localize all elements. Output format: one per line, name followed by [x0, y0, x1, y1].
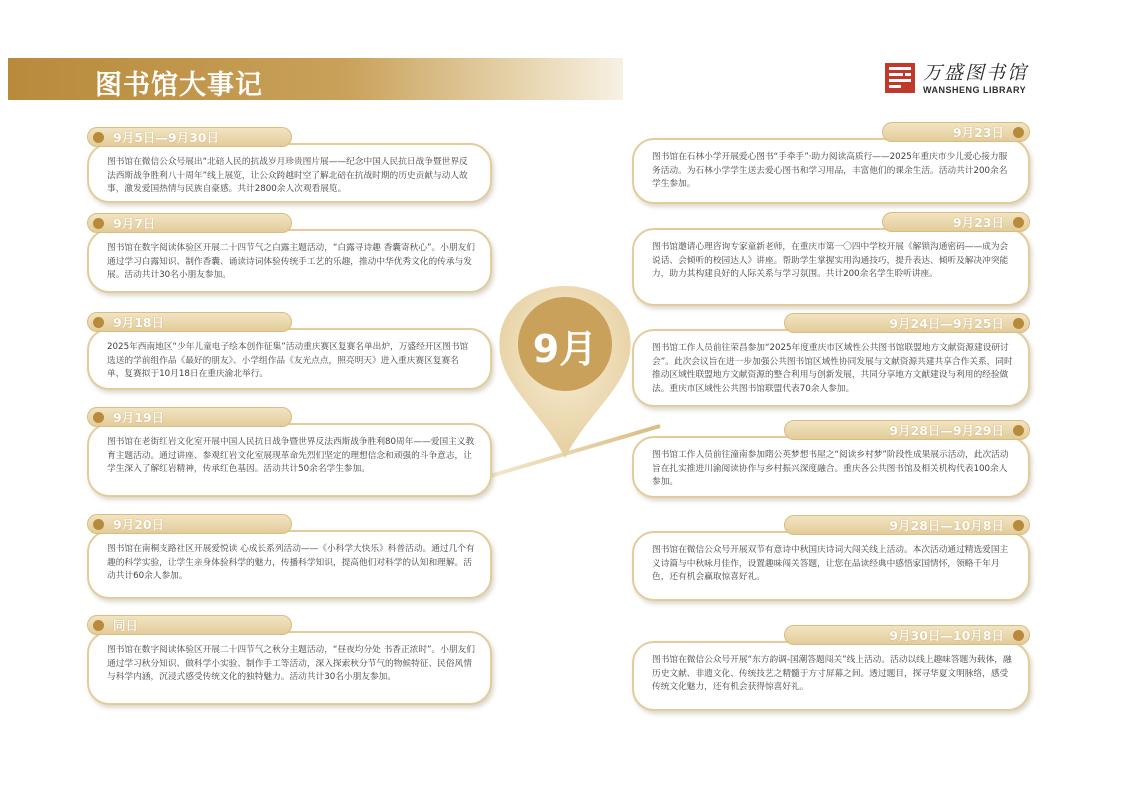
event-date: 9月30日—10月8日 [889, 628, 1004, 643]
event-card [632, 515, 1030, 601]
event-date: 9月20日 [113, 517, 165, 532]
event-date: 9月18日 [113, 315, 165, 330]
event-date-pill [784, 313, 1030, 333]
event-description: 图书馆工作人员前往潼南参加隋公英梦想书屋之“阅读乡村梦”阶段性成果展示活动，此次活动旨在扎实推进川渝阅读协作与乡村振兴深度融合。重庆各公共图书馆及相关机构代表100余人参加。 [652, 450, 1009, 488]
event-date: 9月5日—9月30日 [113, 130, 219, 145]
event-card [87, 514, 492, 599]
event-description: 图书馆在石林小学开展爱心图书“手牵手”·助力阅读高质行——2025年重庆市少儿爱心接力服务活动。为石林小学学生送去爱心图书和学习用品，丰富他们的课余生活。活动共计200余名学生参加。 [652, 152, 1008, 190]
event-card [87, 615, 492, 705]
event-date: 同日 [113, 618, 139, 633]
event-date-pill [87, 407, 292, 427]
event-card [632, 420, 1030, 498]
event-description: 图书馆在数字阅读体验区开展二十四节气之白露主题活动，“白露寻诗趣 香囊寄秋心”。小朋友们通过学习白露知识、制作香囊、诵读诗词体验传统手工艺的乐趣，推动中华优秀文化的传承与发展。活动共计30名小朋友参加。 [107, 243, 475, 281]
month-label: 9月 [532, 327, 598, 371]
timeline-dot [93, 132, 104, 143]
timeline-dot [93, 412, 104, 423]
event-date: 9月23日 [952, 125, 1004, 140]
event-date-pill [882, 212, 1030, 232]
event-card [632, 212, 1030, 306]
event-description: 图书馆在老街红岩文化室开展中国人民抗日战争暨世界反法西斯战争胜利80周年——爱国主义教育主题活动。通过讲座、参观红岩文化室展现革命先烈们坚定的理想信念和顽强的斗争意志，让学生深入了解红岩精神，传承红色基因。活动共计50余名学生参加。 [107, 437, 475, 475]
event-card [87, 213, 492, 293]
timeline-dot [1013, 127, 1024, 138]
timeline-dot [93, 620, 104, 631]
event-date: 9月24日—9月25日 [889, 316, 1004, 331]
event-description: 图书馆邀请心理咨询专家童新老师，在重庆市第一〇四中学校开展《解锁沟通密码——成为会说话、会倾听的校园达人》讲座。帮助学生掌握实用沟通技巧，提升表达、倾听及解决冲突能力，助力其构建良好的人际关系与学习氛围。共计200余名学生聆听讲座。 [652, 242, 1009, 280]
event-card [87, 407, 492, 497]
event-description: 图书馆在微信公众号开展“东方韵调-国潮答题闯关”线上活动。活动以线上趣味答题为载体，融历史文献、非遗文化、传统技艺之精髓于方寸屏幕之间。透过题目，探寻华夏文明脉络，感受传统文化魅力，还有机会获得惊喜好礼。 [652, 655, 1012, 693]
event-date-pill [882, 122, 1030, 142]
timeline-dot [1013, 630, 1024, 641]
event-date-pill [784, 515, 1030, 535]
event-date: 9月28日—10月8日 [889, 518, 1004, 533]
timeline-dot [93, 218, 104, 229]
event-date: 9月28日—9月29日 [889, 423, 1004, 438]
event-date-pill [784, 625, 1030, 645]
timeline-dot [1013, 318, 1024, 329]
event-date: 9月23日 [952, 215, 1004, 230]
event-card [632, 313, 1030, 407]
timeline-dot [93, 317, 104, 328]
event-description: 图书馆在微信公众号展出“北碚人民的抗战岁月珍贵图片展——纪念中国人民抗日战争暨世界反法西斯战争胜利八十周年”线上展览，让公众跨越时空了解北碚在抗战时期的历史贡献与动人故事，激发爱国热情与民族自豪感。共计2800余人次观看展览。 [107, 157, 468, 195]
timeline-dot [1013, 217, 1024, 228]
event-card [632, 122, 1030, 204]
timeline-dot [1013, 425, 1024, 436]
event-date: 9月19日 [113, 410, 165, 425]
event-date-pill [87, 514, 292, 534]
event-date: 9月7日 [113, 216, 156, 231]
event-card [87, 312, 492, 390]
event-description: 图书馆在南桐支路社区开展爱悦读 心成长系列活动——《小科学大快乐》科普活动。通过几个有趣的科学实验，让学生亲身体验科学的魅力，传播科学知识，提高他们对科学的认知和理解。活动共计60余人参加。 [107, 544, 475, 582]
event-description: 图书馆在微信公众号开展双节有意诗中秋国庆诗词大闯关线上活动。本次活动通过精选爱国主义诗篇与中秋咏月佳作，设置趣味闯关答题，让您在品读经典中感悟家国情怀，领略千年月色，还有机会赢取惊喜好礼。 [652, 545, 1009, 583]
event-card [87, 127, 492, 203]
timeline-dot [93, 519, 104, 530]
event-description: 图书馆在数字阅读体验区开展二十四节气之秋分主题活动，“昼夜均分处 书香正浓时”。小朋友们通过学习秋分知识、做科学小实验、制作手工等活动，深入探索秋分节气的物候特征、民俗风情与科学内涵，沉浸式感受传统文化的独特魅力。活动共计30名小朋友参加。 [107, 645, 475, 683]
event-date-pill [87, 213, 292, 233]
event-date-pill [784, 420, 1030, 440]
event-date-pill [87, 615, 292, 635]
event-description: 图书馆工作人员前往荣昌参加“2025年度重庆市区域性公共图书馆联盟地方文献资源建设研讨会”。此次会议旨在进一步加强公共图书馆区域性协同发展与文献资源共建共享合作关系，同时推动区域性联盟地方文献资源的整合利用与创新发展，共同分享地方文献建设与利用的经验做法。重庆市区域性公共图书馆联盟代表70余人参加。 [652, 343, 1013, 394]
event-card [632, 625, 1030, 711]
event-date-pill [87, 312, 292, 332]
page-title: 图书馆大事记 [95, 70, 263, 101]
event-date-pill [87, 127, 292, 147]
timeline-dot [1013, 520, 1024, 531]
logo-chinese-name: 万盛图书馆 [923, 62, 1029, 84]
logo-english-name: WANSHENG LIBRARY [923, 85, 1027, 95]
event-description: 2025年西南地区“少年儿童电子绘本创作征集”活动重庆赛区复赛名单出炉，万盛经开区图书馆选送的学前组作品《最好的朋友》、小学组作品《友光点点，照亮明天》进入重庆赛区复赛名单，复赛拟于10月18日在重庆渝北举行。 [107, 342, 469, 380]
